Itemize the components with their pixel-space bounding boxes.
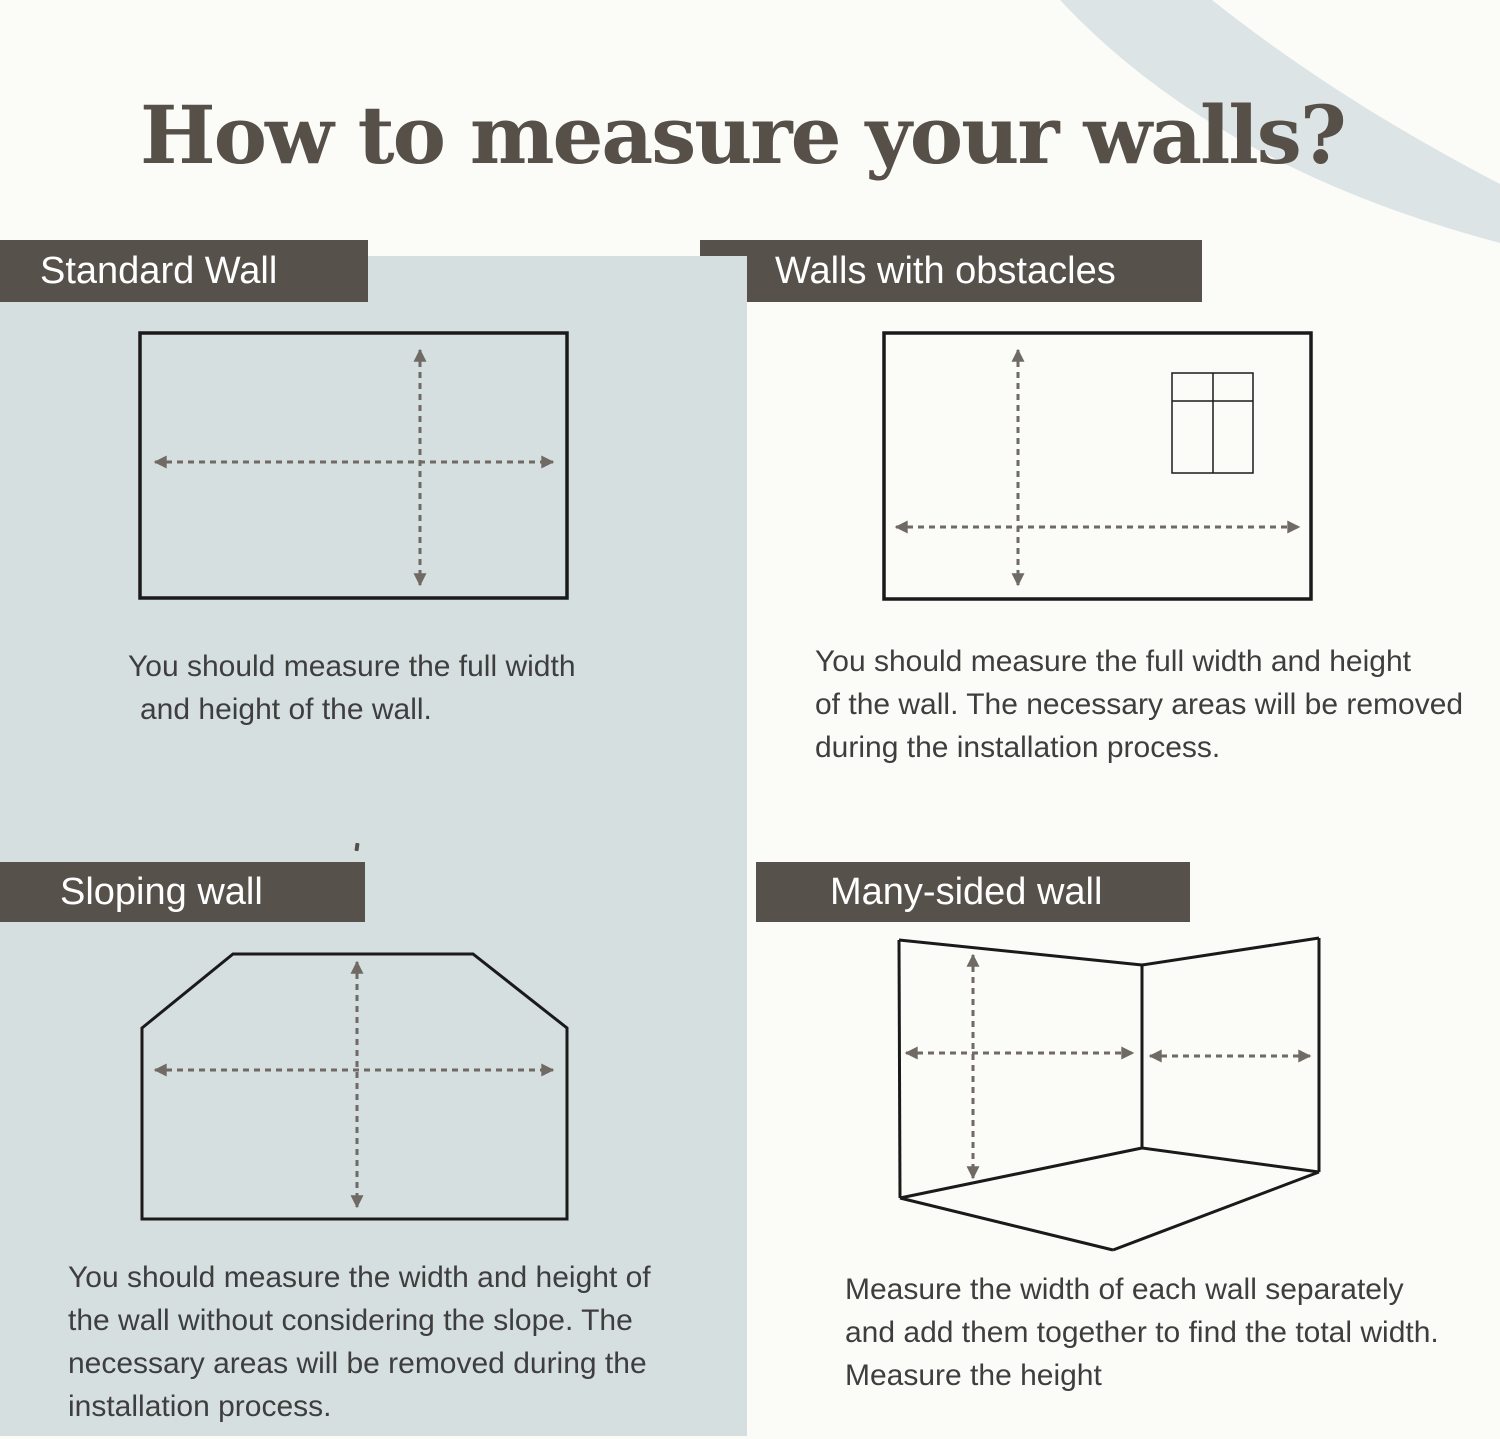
description-line: of the wall. The necessary areas will be removed — [815, 688, 1464, 721]
description-line: installation process. — [68, 1390, 332, 1423]
many-sided-wall-description — [845, 1268, 1485, 1397]
standard-wall-diagram — [140, 333, 567, 598]
description-line: and height of the wall. — [140, 693, 432, 726]
sloping-wall-diagram — [142, 954, 567, 1219]
walls-with-obstacles-diagram — [884, 333, 1311, 599]
standard-wall-outline — [140, 333, 567, 598]
sloping-wall-outline — [142, 954, 567, 1219]
description-line: You should measure the full width and height — [815, 645, 1411, 678]
description-line: Measure the height — [845, 1359, 1102, 1392]
section-header-label: Walls with obstacles — [775, 249, 1116, 292]
description-line: and add them together to find the total width. — [845, 1316, 1439, 1349]
sloping-wall-description — [68, 1256, 708, 1428]
description-line: during the installation process. — [815, 731, 1221, 764]
section-header-label: Standard Wall — [40, 249, 278, 292]
many-sided-wall-diagram — [899, 938, 1319, 1250]
description-line: You should measure the full width — [128, 650, 576, 683]
corner-walls-outline — [899, 938, 1319, 1250]
standard-wall-description — [128, 645, 608, 731]
section-header-label: Sloping wall — [60, 870, 263, 913]
description-line: necessary areas will be removed during the — [68, 1347, 647, 1380]
walls-with-obstacles-description — [815, 640, 1475, 769]
description-line: the wall without considering the slope. The — [68, 1304, 633, 1337]
description-line: Measure the width of each wall separately — [845, 1273, 1404, 1306]
window-icon — [1172, 373, 1253, 473]
page-title: How to measure your walls? — [140, 87, 1345, 182]
section-header-label: Many-sided wall — [830, 870, 1103, 913]
description-line: You should measure the width and height of — [68, 1261, 651, 1294]
